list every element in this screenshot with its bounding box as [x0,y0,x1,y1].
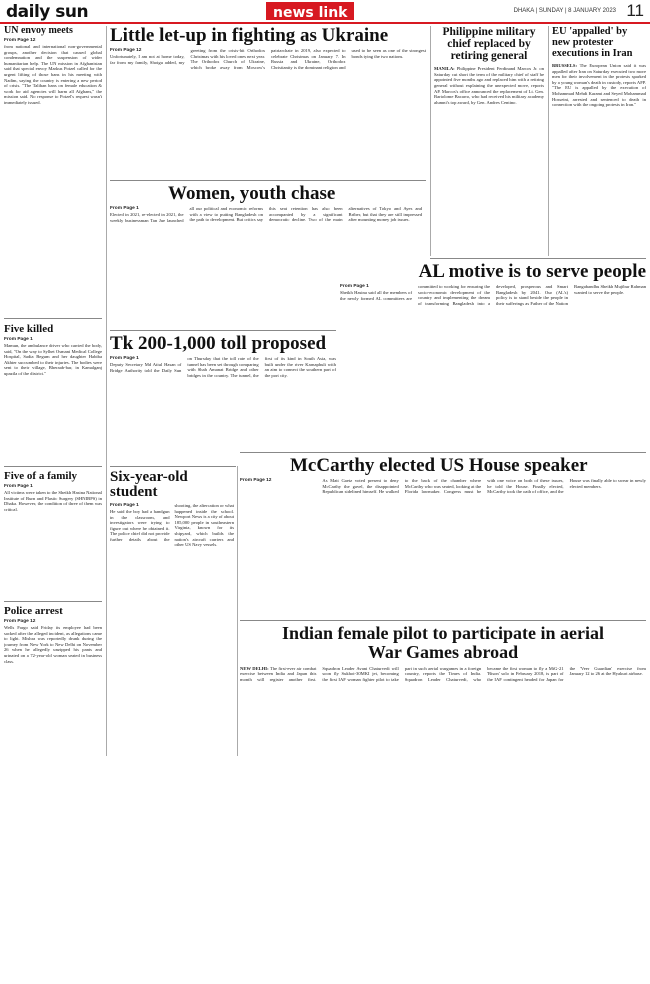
headline: Tk 200-1,000 toll proposed [110,334,327,354]
divider [430,258,646,259]
headline: Indian female pilot to participate in aerial War Games abroad [282,624,604,662]
section-title: news link [273,5,348,21]
jump-line: From Page 1 [4,337,33,342]
un-envoys-story [4,26,102,316]
divider [240,452,646,453]
body-text: from national and international non-governmental groups, another decision that caused global condemnation and the suspension of wider humanitarian help. The UN mission in Afghanistan said that special envoy Markus Potzel called for the urgent lifting of those bans in his meeting with Nadim, saying the country is entering a new period of crisis. "The Taliban bans on female education & work for aid agencies will harm all Afghans," the mission said. No response to Potzel's request wasn't immediately issued. [4,44,102,105]
divider [110,180,426,181]
headline: EU 'appalled' by new protester executions in Iran [552,26,633,60]
section-badge [266,2,354,20]
jump-line: From Page 12 [4,619,36,624]
police-arrest-story [4,606,102,756]
divider [4,601,102,602]
divider [110,330,336,331]
body-text: All victims were taken to the Sheikh Hasina National Institute of Burn and Plastic Surgery (SHNIBPS) in Dhaka. However, the condition of three of them was critical. [4,490,102,512]
divider [4,318,102,319]
jump-line: From Page 1 [110,206,139,211]
body-text: The European Union said it was appalled after Iran on Saturday executed two more men for their involvement in the protests sparked by a young woman's death in custody, reports AFP. "The EU is appalled by the execution of Mohammad Mehdi Karami and Seyed Mohammad Hosseini, arrested and sentenced to death in connection with the ongoing protests in Iran." [552,63,646,108]
five-of-family-story [4,471,102,599]
column-rule [237,466,238,756]
headline: McCarthy elected US House speaker [290,456,588,476]
masthead-dateline: DHAKA | SUNDAY | 8 JANUARY 2023 [513,8,616,14]
masthead-logo: daily sun [6,2,89,22]
philippine-story [434,26,544,256]
eu-story [552,26,646,256]
six-year-old-story [110,470,234,756]
divider [110,466,236,467]
dateline: NEW DELHI: [240,665,269,671]
headline: Philippine military chief replaced by retiring general [442,26,536,63]
dateline: MANILA: [434,66,455,72]
body-text: Sheikh Hasina said all the members of the newly formed AL committees are committed to working for ensuring the socio-economic development of the country and implementing the dream of transforming Bangladesh into a developed, prosperous and Smart Bangladesh by 2041. Our (AL's) policy is to stand beside the people in their sufferings as Father of the Nation Bangabandhu Sheikh Mujibur Rahman wanted to serve the people. [340,284,646,306]
column-rule [548,26,549,256]
divider [240,620,646,621]
al-motive-story [340,262,646,448]
body-text: The first-ever air combat exercise between India and Japan this month will register another first. Squadron Leader Avani Chaturvedi will soon fly Sukhoi-30MKI jet, becoming the first IAF woman fighter pilot to take part in such aerial wargames in a foreign country, reports the Times of India. Squadron Leader Chaturvedi, who became the first woman to fly a MiG-21 'Bison' solo in February 2018, is part of the IAF contingent headed for Japan for the 'Veer Guardian' exercise from January 12 to 26 at the Hyakuri airbase. [240,665,646,682]
jump-line: From Page 1 [4,484,33,489]
tk200-story [110,334,336,462]
column-rule [430,26,431,256]
body-text: Philippine President Ferdinand Marcos Jr. on Saturday cut short the term of the military chief of staff he appointed five months ago and replaced him with a retiring general without explaining the unexpected move, reports AP. Marcos's office announced the replacement of Lt. Gen. Bartolome Bacarro, who had received his military academy alumni's top award, by Gen. Andres Centino. [434,66,544,105]
body-text: Wells Fargo said Friday its employee had been sacked after the alleged incident, as allegations came to light. Mishra was reportedly drunk during the journey from New York to New Delhi on November 26 when he allegedly unzipped his pants and urinated on a 72-year-old woman seated in business class. [4,625,102,664]
mccarthy-story [240,456,646,616]
headline: UN envoy meets [4,26,73,36]
jump-line: From Page 1 [340,284,369,289]
body-text: Mamun, the ambulance driver who carried the body, said, "On the way to Sylhet Osmani Medical College Hospital, Sadia Begum and her daughter Habiba Akhter succumbed to their injuries. The bodies were sent to their village, Bheraab-bar, in Kamalganj upazila of the district." [4,343,102,376]
headline: Little let-up in fighting as Ukraine [110,26,389,46]
masthead-rule [0,22,650,24]
indian-pilot-story [240,624,646,756]
jump-line: From Page 12 [4,38,36,43]
headline: Women, youth chase [168,184,336,204]
column-rule [106,26,107,756]
headline: Police arrest [4,606,63,617]
jump-line: From Page 1 [110,356,139,361]
jump-line: From Page 1 [110,503,139,508]
divider [4,466,102,467]
headline: AL motive is to serve people [418,262,646,282]
five-killed-story [4,324,102,464]
dateline: BRUSSELS: [552,63,578,69]
headline: Five of a family [4,471,78,482]
jump-line: From Page 12 [110,48,142,53]
page-number: 11 [626,1,644,20]
body-text: He said the boy had a handgun in the classroom, and investigators were trying to figure out where he obtained it. The police chief did not provide further details about the shooting, the altercation or what happened inside the school. Newport News is a city of about 185,000 people in southeastern Virginia, known for its shipyard, which builds the nation's aircraft carriers and other US Navy vessels. [110,503,234,548]
headline: Six-year-old student [110,470,188,500]
body-text: Elected in 2021, re-elected in 2021, the weekly businessman Tan Jue launched all our political and economic reforms with a view to putting Bangladesh on the path to development. But critics say this seat retention has also been accompanied by a significant democratic decline. Two of the main alternatives of Tokyo and Ayes and Briber, but that they are still impressed after mounting money job issues. [110,206,422,223]
body-text: Unfortunately, I am not at home today, far from my family, Shoigu added, my greeting from the crisis-hit Orthodox Christmas with his loved ones next year. The Orthodox Church of Ukraine, which broke away from Moscow's patriarchate in 2019, also expected to celebrate Christmas on January 7. In Russia and Ukraine, Orthodox Christianity is the dominant religion and used to be seen as one of the strongest bonds tying the two nations. [110,48,426,70]
headline: Five killed [4,324,54,335]
ukraine-story [110,26,426,178]
body-text: As Matt Gaetz voted present to deny McCarthy the gavel, the disappointed Republican sidelined himself. He walked to the back of the chamber where McCarthy who was seated, looking at the Florida lawmaker. Congress must be with one voice on both of these issues, he told the House. Finally elected, McCarthy took the oath of office, and the House was finally able to swear in newly elected members. [322,478,646,495]
jump-line: From Page 12 [240,478,272,483]
masthead [0,0,650,22]
body-text: Deputy Secretary Md Atiul Hasan of Bridge Authority told the Daily Sun on Thursday that the toll rate of the tunnel has been set through comparing with Shah Amanat Bridge and other bridges in the country. The tunnel, the first of its kind in South Asia, was built under the river Karnaphuli with an aim to connect the southern part of the port city. [110,356,336,378]
